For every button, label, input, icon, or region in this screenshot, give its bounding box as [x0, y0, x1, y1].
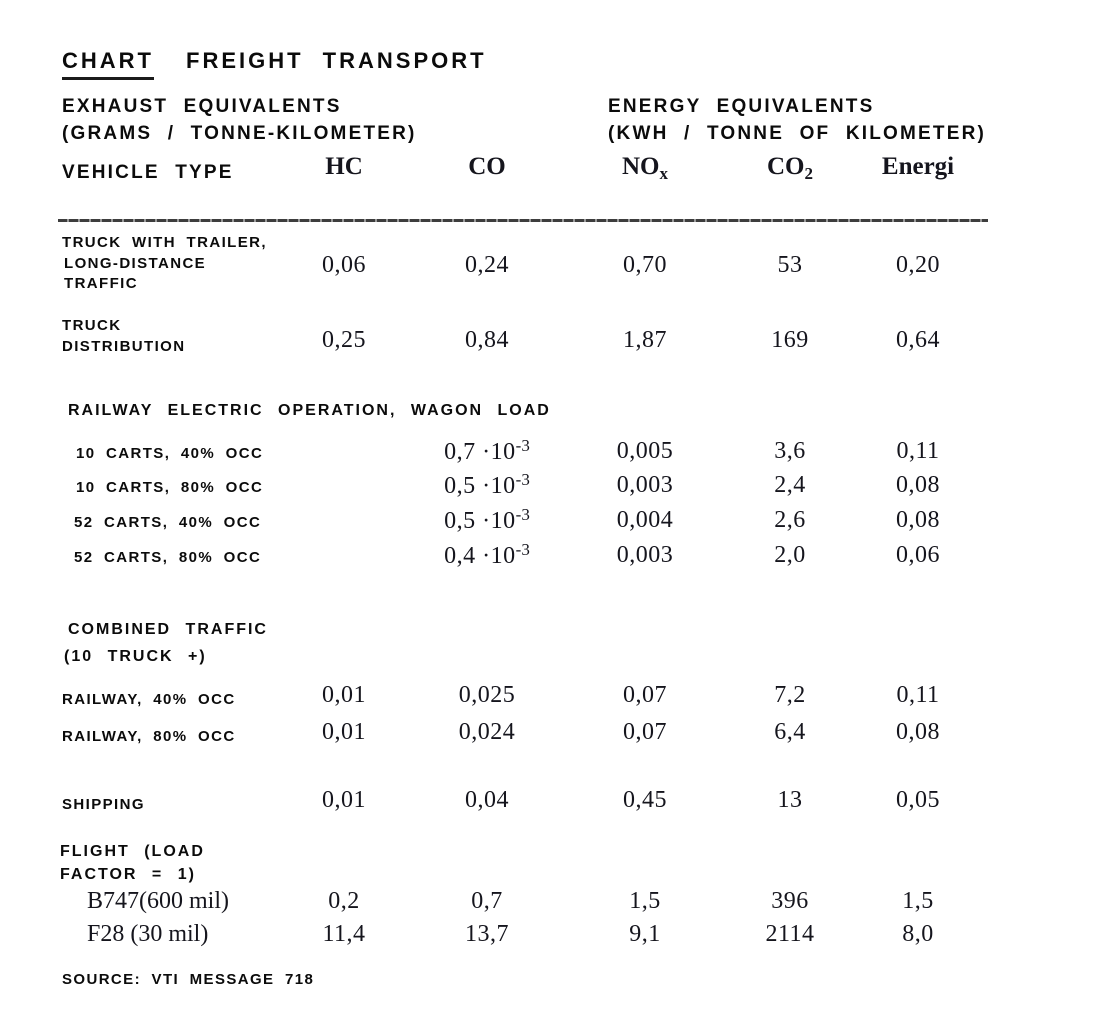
- cell-truck-trailer-hc: 0,06: [322, 252, 366, 278]
- cell-carts-52-80-co2: 2,0: [774, 542, 806, 568]
- carts-52-80-co-base: 0,4 ·10: [444, 543, 516, 569]
- cell-f28-nox: 9,1: [629, 921, 661, 947]
- cell-railway-40-energi: 0,11: [896, 682, 940, 708]
- exhaust-header-line2: (GRAMS / TONNE-KILOMETER): [62, 123, 417, 144]
- row-label-truck-trailer-line1: TRUCK WITH TRAILER,: [62, 234, 267, 251]
- cell-b747-co2: 396: [771, 888, 809, 914]
- row-label-truck-distribution-line1: TRUCK: [62, 317, 122, 334]
- row-label-shipping: SHIPPING: [62, 796, 145, 813]
- cell-shipping-hc: 0,01: [322, 787, 366, 813]
- cell-carts-52-40-nox: 0,004: [616, 507, 674, 533]
- cell-railway-80-co: 0,024: [458, 719, 516, 745]
- row-label-carts-52-80: 52 CARTS, 80% OCC: [74, 549, 262, 566]
- column-header-co: CO: [468, 153, 506, 180]
- cell-carts-10-80-energi: 0,08: [896, 472, 940, 498]
- cell-railway-40-nox: 0,07: [623, 682, 667, 708]
- cell-carts-10-40-co2: 3,6: [774, 438, 806, 464]
- carts-52-40-co-base: 0,5 ·10: [444, 508, 516, 534]
- cell-carts-10-80-nox: 0,003: [616, 472, 674, 498]
- row-label-f28: F28 (30 mil): [87, 921, 209, 947]
- column-header-vehicle-type: VEHICLE TYPE: [62, 162, 234, 183]
- nox-base: NO: [622, 153, 660, 180]
- co2-base: CO: [767, 153, 805, 180]
- cell-carts-52-40-energi: 0,08: [896, 507, 940, 533]
- cell-railway-80-nox: 0,07: [623, 719, 667, 745]
- column-header-hc: HC: [325, 153, 363, 180]
- cell-railway-80-energi: 0,08: [896, 719, 940, 745]
- cell-railway-80-co2: 6,4: [774, 719, 806, 745]
- exhaust-header-line1: EXHAUST EQUIVALENTS: [62, 96, 342, 117]
- title-underlined-word: CHART: [62, 48, 154, 80]
- carts-52-40-co-exponent: -3: [515, 505, 530, 524]
- cell-truck-trailer-nox: 0,70: [623, 252, 667, 278]
- row-label-carts-10-40: 10 CARTS, 40% OCC: [76, 445, 264, 462]
- carts-10-40-co-exponent: -3: [515, 436, 530, 455]
- cell-f28-co2: 2114: [765, 921, 815, 947]
- cell-truck-distribution-hc: 0,25: [322, 327, 366, 353]
- cell-truck-trailer-energi: 0,20: [896, 252, 940, 278]
- cell-carts-10-40-energi: 0,11: [896, 438, 940, 464]
- carts-10-80-co-exponent: -3: [515, 470, 530, 489]
- cell-f28-co: 13,7: [465, 921, 509, 947]
- nox-subscript: x: [659, 164, 668, 183]
- section-heading-combined-line1: COMBINED TRAFFIC: [68, 621, 268, 638]
- cell-railway-80-hc: 0,01: [322, 719, 366, 745]
- section-heading-flight-line2: FACTOR = 1): [60, 866, 196, 883]
- carts-10-40-co-base: 0,7 ·10: [444, 439, 516, 465]
- row-label-carts-52-40: 52 CARTS, 40% OCC: [74, 514, 262, 531]
- row-label-truck-distribution-line2: DISTRIBUTION: [62, 338, 186, 355]
- cell-truck-trailer-co2: 53: [777, 252, 803, 278]
- cell-truck-distribution-co2: 169: [771, 327, 809, 353]
- section-heading-railway: RAILWAY ELECTRIC OPERATION, WAGON LOAD: [68, 402, 551, 419]
- cell-f28-hc: 11,4: [322, 921, 366, 947]
- cell-carts-10-80-co2: 2,4: [774, 472, 806, 498]
- cell-railway-40-co: 0,025: [458, 682, 516, 708]
- page-title: [62, 48, 487, 80]
- carts-52-80-co-exponent: -3: [515, 540, 530, 559]
- energy-equivalents-header: [608, 93, 986, 147]
- cell-carts-10-40-nox: 0,005: [616, 438, 674, 464]
- cell-b747-hc: 0,2: [328, 888, 360, 914]
- row-label-b747: B747(600 mil): [87, 888, 229, 914]
- cell-truck-trailer-co: 0,24: [465, 252, 509, 278]
- cell-carts-52-40-co2: 2,6: [774, 507, 806, 533]
- row-label-railway-40: RAILWAY, 40% OCC: [62, 691, 236, 708]
- title-rest: FREIGHT TRANSPORT: [186, 48, 487, 73]
- exhaust-equivalents-header: [62, 93, 417, 147]
- row-label-carts-10-80: 10 CARTS, 80% OCC: [76, 479, 264, 496]
- cell-carts-52-80-nox: 0,003: [616, 542, 674, 568]
- energy-header-line2: (KWH / TONNE OF KILOMETER): [608, 123, 987, 144]
- row-label-truck-trailer-line2: LONG-DISTANCE: [64, 255, 207, 272]
- source-note: SOURCE: VTI MESSAGE 718: [62, 971, 315, 988]
- cell-shipping-co2: 13: [777, 787, 803, 813]
- cell-truck-distribution-energi: 0,64: [896, 327, 940, 353]
- section-heading-flight-line1: FLIGHT (LOAD: [60, 843, 205, 860]
- cell-f28-energi: 8,0: [902, 921, 934, 947]
- energy-header-line1: ENERGY EQUIVALENTS: [608, 96, 875, 117]
- row-label-truck-trailer-line3: TRAFFIC: [64, 275, 138, 292]
- cell-railway-40-hc: 0,01: [322, 682, 366, 708]
- cell-shipping-nox: 0,45: [623, 787, 667, 813]
- cell-b747-co: 0,7: [471, 888, 503, 914]
- row-label-railway-80: RAILWAY, 80% OCC: [62, 728, 236, 745]
- cell-b747-energi: 1,5: [902, 888, 934, 914]
- co2-subscript: 2: [804, 164, 813, 183]
- column-header-energi: Energi: [881, 153, 955, 180]
- table-divider-rule: [58, 219, 988, 222]
- cell-truck-distribution-co: 0,84: [465, 327, 509, 353]
- cell-truck-distribution-nox: 1,87: [623, 327, 667, 353]
- cell-railway-40-co2: 7,2: [774, 682, 806, 708]
- cell-b747-nox: 1,5: [629, 888, 661, 914]
- section-heading-combined-line2: (10 TRUCK +): [64, 648, 207, 665]
- cell-shipping-co: 0,04: [465, 787, 509, 813]
- cell-carts-52-80-energi: 0,06: [896, 542, 940, 568]
- carts-10-80-co-base: 0,5 ·10: [444, 473, 516, 499]
- cell-shipping-energi: 0,05: [896, 787, 940, 813]
